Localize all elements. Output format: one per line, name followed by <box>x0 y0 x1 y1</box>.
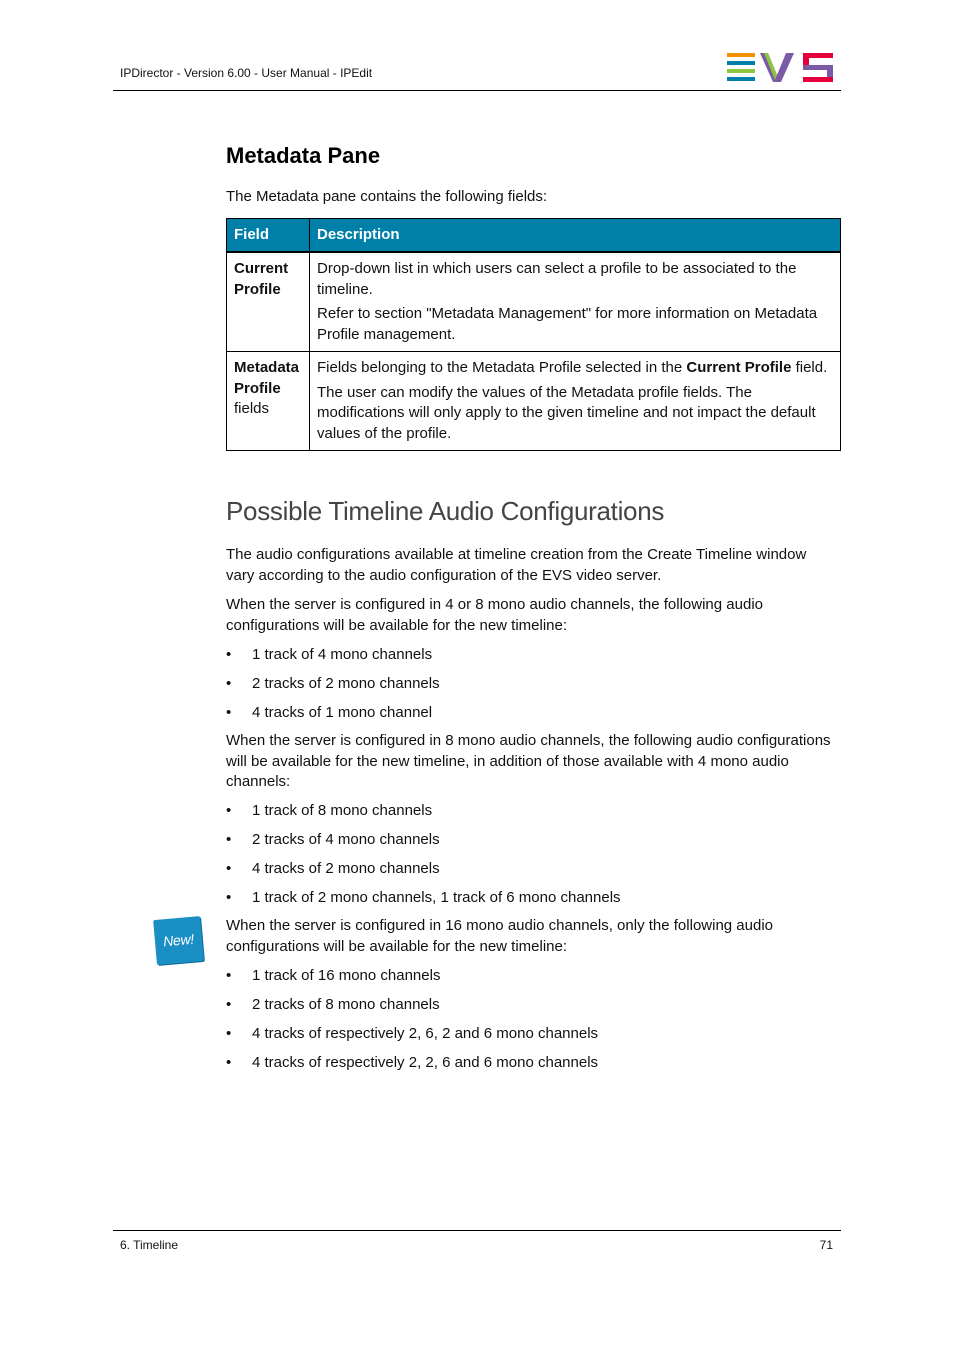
list-item: • 2 tracks of 2 mono channels <box>226 674 440 703</box>
description-text <box>317 358 833 379</box>
description-bold-term: Current Profile <box>686 359 792 376</box>
field-cell <box>227 352 310 451</box>
audio-paragraph-4: When the server is configured in 16 mono audio channels, only the following audio configurations will be available for the new timeline: <box>226 917 774 955</box>
page-number: 71 <box>819 1238 833 1252</box>
description-text: Drop-down list in which users can select a profile to be associated to the timeline. <box>317 260 797 298</box>
list-item: • 4 tracks of 1 mono channel <box>226 703 440 732</box>
running-header: IPDirector - Version 6.00 - User Manual - IPEdit <box>120 66 373 80</box>
table-header-row <box>227 219 841 253</box>
new-badge-label: New! <box>162 930 195 950</box>
new-badge-icon <box>153 916 204 965</box>
column-header-description: Description <box>310 219 841 253</box>
list-item: • 2 tracks of 8 mono channels <box>226 995 598 1024</box>
table-row <box>227 252 841 352</box>
evs-logo <box>727 53 835 83</box>
list-item: • 1 track of 4 mono channels <box>226 645 440 674</box>
list-item: • 4 tracks of respectively 2, 2, 6 and 6 mono channels <box>226 1053 598 1082</box>
audio-paragraph-1: The audio configurations available at timeline creation from the Create Timeline window vary according to the audio configuration of the EVS video server. <box>226 546 807 584</box>
footer-rule <box>113 1230 841 1231</box>
list-item: • 1 track of 16 mono channels <box>226 966 598 995</box>
description-cell <box>310 252 841 352</box>
list-item: • 4 tracks of 2 mono channels <box>226 859 621 888</box>
section-title-audio-configurations: Possible Timeline Audio Configurations <box>226 496 665 526</box>
audio-list-16-channels <box>226 966 598 1082</box>
field-name-suffix: fields <box>234 400 270 417</box>
section-title-metadata-pane: Metadata Pane <box>226 143 381 168</box>
description-cell <box>310 352 841 451</box>
header-rule <box>113 90 841 91</box>
list-item: • 2 tracks of 4 mono channels <box>226 830 621 859</box>
metadata-fields-table <box>226 218 841 451</box>
list-item: • 4 tracks of respectively 2, 6, 2 and 6 mono channels <box>226 1024 598 1053</box>
audio-paragraph-3: When the server is configured in 8 mono audio channels, the following audio configurations will be available for the new timeline, in addition of those available with 4 mono audio channels: <box>226 732 831 790</box>
table-row <box>227 352 841 451</box>
field-name: Metadata Profile <box>234 359 300 397</box>
metadata-pane-intro: The Metadata pane contains the following fields: <box>226 188 548 205</box>
description-text-part: field. <box>791 359 828 376</box>
field-name: Current Profile <box>234 260 289 298</box>
footer-chapter: 6. Timeline <box>120 1238 179 1252</box>
column-header-field: Field <box>227 219 310 253</box>
audio-list-4-8-channels <box>226 645 440 732</box>
audio-paragraph-2: When the server is configured in 4 or 8 mono audio channels, the following audio configurations will be available for the new timeline: <box>226 596 763 634</box>
list-item: • 1 track of 2 mono channels, 1 track of 6 mono channels <box>226 888 621 917</box>
description-text-part: Fields belonging to the Metadata Profile selected in the <box>317 359 687 376</box>
list-item: • 1 track of 8 mono channels <box>226 801 621 830</box>
description-text: Refer to section "Metadata Management" for more information on Metadata Profile management. <box>317 305 818 343</box>
field-cell <box>227 252 310 352</box>
audio-list-8-channels <box>226 801 621 917</box>
description-text: The user can modify the values of the Metadata profile fields. The modifications will only apply to the given timeline and not impact the default values of the profile. <box>317 383 816 442</box>
